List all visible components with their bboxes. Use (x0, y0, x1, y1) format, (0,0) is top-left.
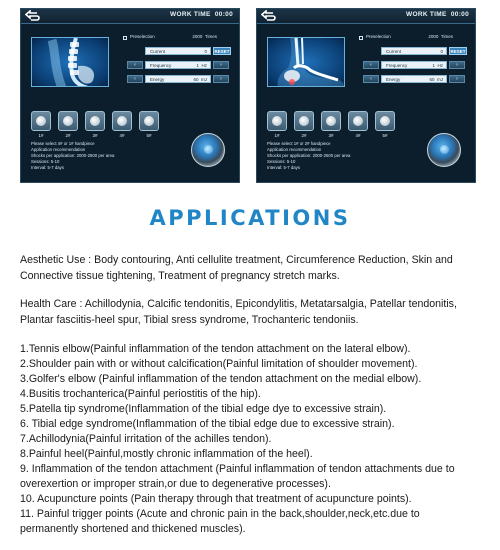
applications-list (20, 342, 496, 537)
handpiece-1-button[interactable]: 1# (267, 111, 287, 137)
list-item: overexertion or improper strain,or due to degenerative processes). (20, 478, 331, 490)
handpiece-icon (58, 111, 78, 131)
list-item: 7.Achillodynia(Painful irritation of the achilles tendon). (20, 433, 272, 445)
preselection-row: Preselection 2000 Times (123, 34, 219, 42)
back-arrow-icon[interactable] (261, 10, 277, 22)
current-field: Current 0 (381, 47, 447, 55)
start-button[interactable] (427, 133, 461, 167)
list-item: 6. Tibial edge syndrome(Inflammation of the tibial edge due to excessive strain). (20, 418, 395, 430)
top-bar (21, 9, 239, 24)
body-image-foot (267, 37, 345, 87)
health-care-paragraph: Health Care : Achillodynia, Calcific tendonitis, Epicondylitis, Metatarsalgia, Patellar tendonitis, Plantar fasciitis-heel spur, Tibial sress syndrome, Trochanteric tendoniis. (20, 298, 457, 326)
list-item: 9. Inflammation of the tendon attachment (Painful inflammation of tendon attachments due to (20, 463, 455, 475)
preselection-checkbox[interactable] (359, 36, 363, 40)
list-item: permanently shortened and thickened muscles). (20, 523, 246, 535)
list-item: 10. Acupuncture points (Pain therapy through that treatment of acupuncture points). (20, 493, 412, 505)
handpiece-4-button[interactable]: 4# (348, 111, 368, 137)
list-item: 5.Patella tip syndrome(Inflammation of the tibial edge dye to excessive strain). (20, 403, 387, 415)
handpiece-icon (267, 111, 287, 131)
energy-field: Energy 60 mJ (381, 75, 447, 83)
energy-increase-button[interactable]: › (449, 75, 465, 83)
handpiece-2-button[interactable]: 2# (294, 111, 314, 137)
work-time-readout: WORK TIME 00:00 (170, 11, 233, 18)
handpiece-icon (348, 111, 368, 131)
handpiece-icon (375, 111, 395, 131)
handpiece-icon (294, 111, 314, 131)
device-screen-foot (256, 8, 476, 183)
energy-decrease-button[interactable]: ‹ (363, 75, 379, 83)
recommendation-info: Please select 1# or 2# handpiece Application recommendation Shocks per application: 2000-2500 per area Sessions: 5-10 Interval: 5-7 days (267, 141, 351, 171)
list-item: 4.Busitis trochanterica(Painful periostitis of the hip). (20, 388, 261, 400)
list-item: 1.Tennis elbow(Painful inflammation of the tendon attachment on the lateral elbow). (20, 343, 411, 355)
body-image-lower-back (31, 37, 109, 87)
frequency-decrease-button[interactable]: ‹ (363, 61, 379, 69)
handpiece-1-button[interactable]: 1# (31, 111, 51, 137)
start-button[interactable] (191, 133, 225, 167)
list-item: 11. Painful trigger points (Acute and chronic pain in the back,shoulder,neck,etc.due to (20, 508, 420, 520)
applications-heading: APPLICATIONS (149, 206, 351, 230)
handpiece-icon (31, 111, 51, 131)
preselection-row: Preselection 2000 Times (359, 34, 455, 42)
preselection-value: 2000 Times (192, 34, 217, 39)
recommendation-info: Please select 4# or 1# handpiece Application recommendation Shocks per application: 2000-2500 per area Sessions: 5-10 Interval: 5-7 days (31, 141, 115, 171)
preselection-value: 2000 Times (428, 34, 453, 39)
handpiece-5-button[interactable]: 5# (139, 111, 159, 137)
list-item: 2.Shoulder pain with or without calcification(Painful limitation of shoulder movement). (20, 358, 418, 370)
handpiece-3-button[interactable]: 3# (85, 111, 105, 137)
device-screen-back (20, 8, 240, 183)
reset-button[interactable]: RESET (214, 49, 230, 54)
work-time-readout: WORK TIME 00:00 (406, 11, 469, 18)
energy-decrease-button[interactable]: ‹ (127, 75, 143, 83)
top-bar (257, 9, 475, 24)
handpiece-5-button[interactable]: 5# (375, 111, 395, 137)
frequency-increase-button[interactable]: › (213, 61, 229, 69)
preselection-checkbox[interactable] (123, 36, 127, 40)
handpiece-icon (112, 111, 132, 131)
list-item: 8.Painful heel(Painful,mostly chronic inflammation of the heel). (20, 448, 313, 460)
handpiece-2-button[interactable]: 2# (58, 111, 78, 137)
energy-field: Energy 60 mJ (145, 75, 211, 83)
frequency-decrease-button[interactable]: ‹ (127, 61, 143, 69)
energy-increase-button[interactable]: › (213, 75, 229, 83)
handpiece-icon (139, 111, 159, 131)
frequency-increase-button[interactable]: › (449, 61, 465, 69)
back-arrow-icon[interactable] (25, 10, 41, 22)
handpiece-icon (321, 111, 341, 131)
handpiece-3-button[interactable]: 3# (321, 111, 341, 137)
list-item: 3.Golfer's elbow (Painful inflammation of the tendon attachment on the medial elbow). (20, 373, 422, 385)
reset-button[interactable]: RESET (450, 49, 466, 54)
aesthetic-use-paragraph: Aesthetic Use : Body contouring, Anti cellulite treatment, Circumference Reduction, Skin and Connective tissue tightening, Treatment of pregnancy stretch marks. (20, 254, 453, 282)
frequency-field: Frequency 1 Hz (381, 61, 447, 69)
handpiece-4-button[interactable]: 4# (112, 111, 132, 137)
frequency-field: Frequency 1 Hz (145, 61, 211, 69)
handpiece-icon (85, 111, 105, 131)
current-field: Current 0 (145, 47, 211, 55)
